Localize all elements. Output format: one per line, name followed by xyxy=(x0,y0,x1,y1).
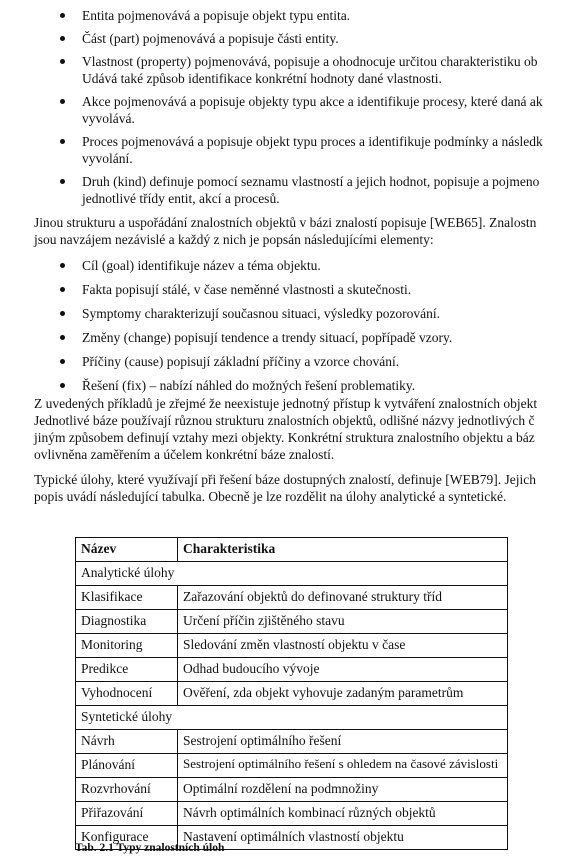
list-item xyxy=(0,53,580,87)
table-row xyxy=(76,802,508,826)
paragraph-line: Z uvedených příkladů je zřejmé že neexistuje jednotný přístup k vytváření znalostních objekt xyxy=(34,396,538,411)
table-row xyxy=(76,634,508,658)
table-section-row xyxy=(76,706,508,730)
list-item xyxy=(0,353,580,370)
list-item-text: Vlastnost (property) pojmenovává, popisuje a ohodnocuje určitou charakteristiku ob xyxy=(82,54,538,69)
list-item-text: jednotlivé třídy entit, akcí a procesů. xyxy=(82,191,280,206)
element-list-1 xyxy=(0,7,580,207)
list-item-text: Udává také způsob identifikace konkrétní hodnoty dané vlastnosti. xyxy=(82,71,442,86)
list-item xyxy=(0,257,580,274)
task-description: Návrh optimálních kombinací různých objektů xyxy=(178,802,508,826)
table-header-row xyxy=(76,538,508,562)
list-item-text: Proces pojmenovává a popisuje objekt typu proces a identifikuje podmínky a následk xyxy=(82,134,543,149)
list-item-text: Druh (kind) definuje pomocí seznamu vlastností a jejich hodnot, popisuje a pojmeno xyxy=(82,174,540,189)
list-item xyxy=(0,281,580,298)
task-description: Sestrojení optimálního řešení xyxy=(178,730,508,754)
column-header-characteristic: Charakteristika xyxy=(178,538,508,562)
list-item-text: Cíl (goal) identifikuje název a téma objektu. xyxy=(82,258,321,273)
task-name: Konfigurace xyxy=(76,826,178,850)
task-description: Odhad budoucího vývoje xyxy=(178,658,508,682)
task-name: Klasifikace xyxy=(76,586,178,610)
task-description: Sledování změn vlastností objektu v čase xyxy=(178,634,508,658)
list-item-text: Část (part) pojmenovává a popisuje části entity. xyxy=(82,31,339,46)
list-item-text: Fakta popisují stálé, v čase neměnné vlastnosti a skutečnosti. xyxy=(82,282,412,297)
task-description: Zařazování objektů do definované struktury tříd xyxy=(178,586,508,610)
list-item xyxy=(0,93,580,127)
table-row xyxy=(76,586,508,610)
paragraph xyxy=(0,395,580,463)
column-header-name: Název xyxy=(76,538,178,562)
section-label-synthetic: Syntetické úlohy xyxy=(76,706,508,730)
task-description: Určení příčin zjištěného stavu xyxy=(178,610,508,634)
list-item xyxy=(0,173,580,207)
list-item xyxy=(0,7,580,24)
task-name: Predikce xyxy=(76,658,178,682)
list-item-text: vyvolání. xyxy=(82,151,133,166)
task-name: Rozvrhování xyxy=(76,778,178,802)
section-label-analytic: Analytické úlohy xyxy=(76,562,508,586)
paragraph-line: jiným způsobem definují vztahy mezi objekty. Konkrétní struktura znalostního objektu a báz xyxy=(34,430,535,445)
list-item-text: Příčiny (cause) popisují základní příčiny a vzorce chování. xyxy=(82,354,400,369)
table-row xyxy=(76,754,508,778)
paragraph-line: Typické úlohy, které využívají při řešení báze dostupných znalostí, definuje [WEB79]. Jejich xyxy=(34,472,537,487)
task-types-table xyxy=(75,537,508,850)
table-row xyxy=(76,730,508,754)
list-item-text: Symptomy charakterizují současnou situaci, výsledky pozorování. xyxy=(82,306,441,321)
task-description: Optimální rozdělení na podmnožiny xyxy=(178,778,508,802)
task-description: Ověření, zda objekt vyhovuje zadaným parametrům xyxy=(178,682,508,706)
task-name: Monitoring xyxy=(76,634,178,658)
task-name: Návrh xyxy=(76,730,178,754)
paragraph-line: Jednotlivé báze používají různou strukturu znalostních objektů, odlišné názvy jednotlivých č xyxy=(34,413,535,428)
task-description: Sestrojení optimálního řešení s ohledem na časové závislosti xyxy=(178,754,508,778)
task-name: Plánování xyxy=(76,754,178,778)
paragraph-line: Jinou strukturu a uspořádání znalostních objektů v bázi znalostí popisuje [WEB65]. Znalostn xyxy=(34,215,537,230)
task-name: Přiřazování xyxy=(76,802,178,826)
list-item xyxy=(0,133,580,167)
task-name: Vyhodnocení xyxy=(76,682,178,706)
list-item xyxy=(0,377,580,394)
table-row xyxy=(76,610,508,634)
list-item-text: Řešení (fix) – nabízí náhled do možných řešení problematiky. xyxy=(82,378,416,393)
list-item-text: Změny (change) popisují tendence a trendy situací, popřípadě vzory. xyxy=(82,330,453,345)
task-description: Nastavení optimálních vlastností objektu xyxy=(178,826,508,850)
table-section-row xyxy=(76,562,508,586)
table-row xyxy=(76,778,508,802)
list-item-text: vyvolává. xyxy=(82,111,135,126)
paragraph xyxy=(0,214,580,248)
list-item-text: Akce pojmenovává a popisuje objekty typu akce a identifikuje procesy, které daná ak xyxy=(82,94,543,109)
list-item xyxy=(0,305,580,322)
table-row xyxy=(76,682,508,706)
table-caption: Tab. 2.1 Typy znalostních úloh xyxy=(75,842,225,854)
list-item-text: Entita pojmenovává a popisuje objekt typu entita. xyxy=(82,8,351,23)
list-item xyxy=(0,329,580,346)
paragraph xyxy=(0,471,580,505)
paragraph-line: jsou navzájem nezávislé a každý z nich je popsán následujícími elementy: xyxy=(34,232,434,247)
element-list-2 xyxy=(0,257,580,394)
task-name: Diagnostika xyxy=(76,610,178,634)
paragraph-line: ovlivněna zaměřením a účelem konkrétní báze znalostí. xyxy=(34,447,335,462)
table-row xyxy=(76,658,508,682)
paragraph-line: popis uvádí následující tabulka. Obecně je lze rozdělit na úlohy analytické a syntetické. xyxy=(34,489,507,504)
list-item xyxy=(0,30,580,47)
